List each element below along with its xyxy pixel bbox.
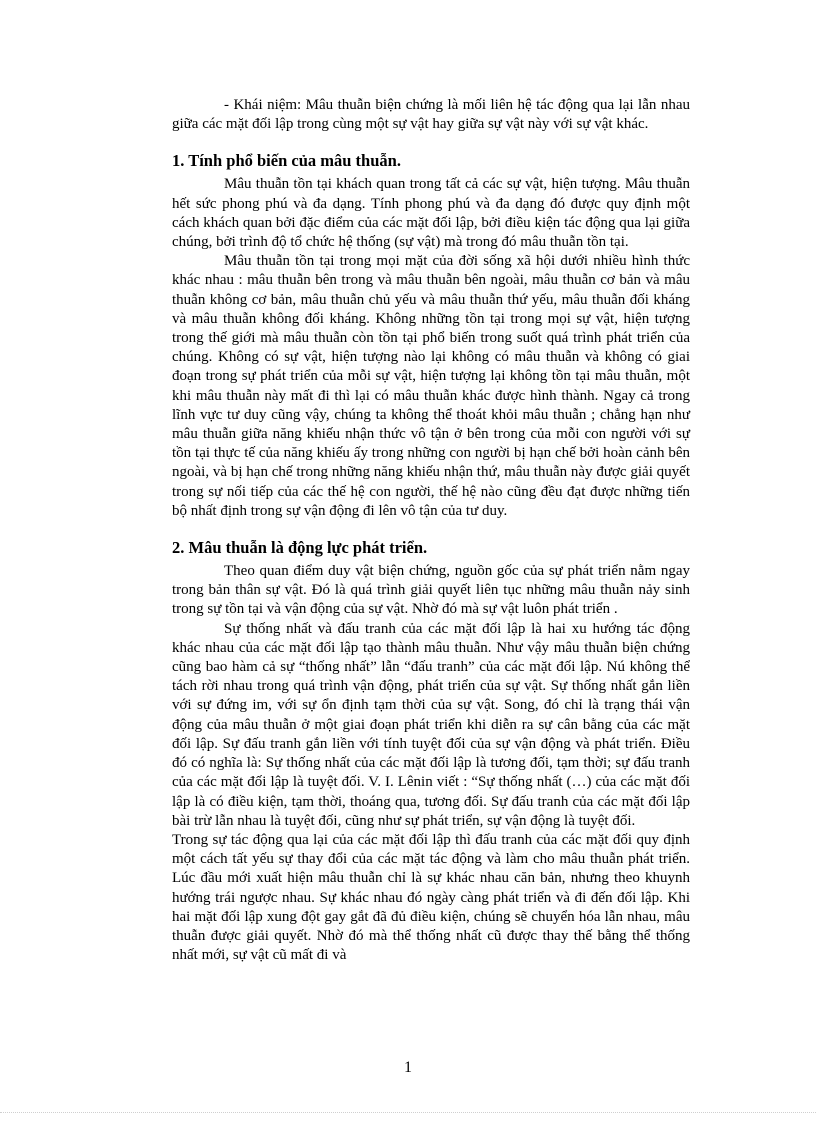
section-1-paragraph-1: Mâu thuẫn tồn tại khách quan trong tất cả các sự vật, hiện tượng. Mâu thuẫn hết sức phong phú và đa dạng. Tính phong phú và đa dạng đó được quy định một cách khách quan bởi đặc điểm của các mặt đối lập, bởi điều kiện tác động qua lại giữa chúng, bởi trình độ tổ chức hệ thống (sự vật) mà trong đó mâu thuẫn tồn tại. [172,176,690,251]
section-2-paragraph-1: Theo quan điểm duy vật biện chứng, nguồn gốc của sự phát triển nằm ngay trong bản thân sự vật. Đó là quá trình giải quyết liên tục những mâu thuẫn nảy sinh trong sự tồn tại và vận động của sự vật. Nhờ đó mà sự vật luôn phát triển . [172,563,690,618]
section-2-paragraph-2: Sự thống nhất và đấu tranh của các mặt đối lập là hai xu hướng tác động khác nhau của các mặt đối lập tạo thành mâu thuẫn. Như vậy mâu thuẫn biện chứng cũng bao hàm cả sự “thống nhất” lẫn “đấu tranh” của các mặt đối lập. Nú không thể tách rời nhau trong quá trình vận động, phát triển của sự vật. Sự thống nhất gắn liền với sự đứng im, với sự ổn định tạm thời của sự vật. Song, đó chỉ là trạng thái vận động của mâu thuẫn ở một giai đoạn phát triển khi diễn ra sự cân bằng của các mặt đối lập. Sự đấu tranh gắn liền với tính tuyệt đối của sự vận động và phát triển. Điều đó có nghĩa là: Sự thống nhất của các mặt đối lập là tương đối, tạm thời; sự đấu tranh của các mặt đối lập là tuyệt đối. V. I. Lênin viết : “Sự thống nhất (…) của các mặt đối lập là có điều kiện, tạm thời, thoáng qua, tương đối. Sự đấu tranh của các mặt đối lập bài trừ lẫn nhau là tuyệt đối, cũng như sự phát triển, sự vận động là tuyệt đối. [172,620,690,829]
page-bottom-divider [0,1112,816,1113]
section-1-heading: 1. Tính phổ biến của mâu thuẫn. [172,151,401,171]
section-2-paragraph-3: Trong sự tác động qua lại của các mặt đối lập thì đấu tranh của các mặt đối quy định một cách tất yếu sự thay đổi của các mặt tác động và làm cho mâu thuẫn phát triển. Lúc đầu mới xuất hiện mâu thuẫn chỉ là sự khác nhau căn bản, nhưng theo khuynh hướng trái ngược nhau. Sự khác nhau đó ngày càng phát triển và đi đến đối lập. Khi hai mặt đối lập xung đột gay gắt đã đủ điều kiện, chúng sẽ chuyển hóa lẫn nhau, mâu thuẫn được giải quyết. Nhờ đó mà thể thống nhất cũ được thay thế bằng thể thống nhất mới, sự vật cũ mất đi và [172,831,690,964]
section-1-paragraph-2: Mâu thuẫn tồn tại trong mọi mặt của đời sống xã hội dưới nhiều hình thức khác nhau : mâu thuẫn bên trong và mâu thuẫn bên ngoài, mâu thuẫn cơ bản và mâu thuẫn không cơ bản, mâu thuẫn chủ yếu và mâu thuẫn thứ yếu, mâu thuẫn đối kháng và mâu thuẫn không đối kháng. Không những tồn tại trong mọi sự vật, hiện tượng trong thế giới mà mâu thuẫn còn tồn tại phổ biến trong suốt quá trình phát triển của chúng. Không có sự vật, hiện tượng nào lại không có mâu thuẫn và không có giai đoạn trong sự phát triển của mỗi sự vật, hiện tượng lại không tồn tại mâu thuẫn, một khi mâu thuẫn này mất đi thì lại có mâu thuẫn khác được hình thành. Ngay cả trong lĩnh vực tư duy cũng vậy, chúng ta không thể thoát khỏi mâu thuẫn ; chẳng hạn như mâu thuẫn giữa năng khiếu nhận thức vô tận ở bên trong của mỗi con người với sự tồn tại thực tế của năng khiếu ấy trong những con người bị hạn chế bởi hoàn cảnh bên ngoài, và bị hạn chế trong những năng khiếu nhận thứ, mâu thuẫn này được giải quyết trong sự nối tiếp của các thế hệ con người, thế hệ nào cũng đều đạt được những tiến bộ nhất định trong sự vận động đi lên vô tận của tư duy. [172,253,690,519]
section-2-heading: 2. Mâu thuẫn là động lực phát triển. [172,538,428,558]
page-number: 1 [404,1059,412,1076]
definition-paragraph: - Khái niệm: Mâu thuẫn biện chứng là mối liên hệ tác động qua lại lẫn nhau giữa các mặt đối lập trong cùng một sự vật hay giữa sự vật này với sự vật khác. [172,97,690,133]
document-page [172,96,690,965]
